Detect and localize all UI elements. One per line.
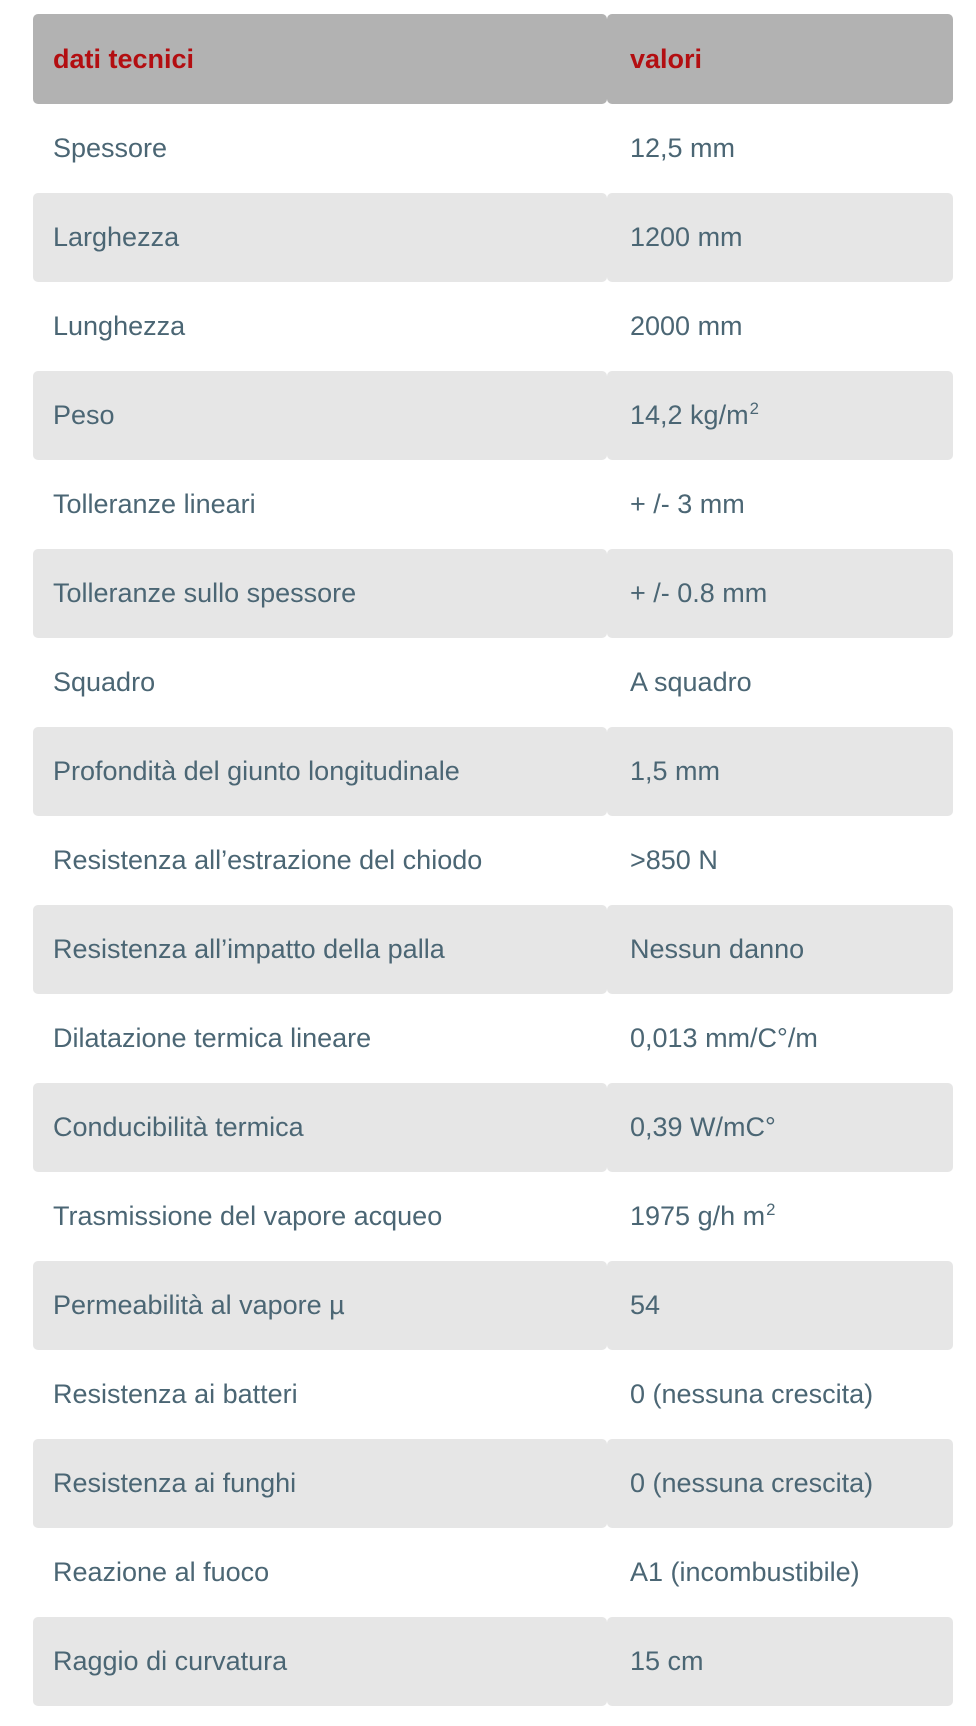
table-row xyxy=(33,994,953,1083)
row-value-cell xyxy=(607,905,953,994)
row-value: A1 (incombustibile) xyxy=(630,1557,860,1587)
row-label-cell xyxy=(33,1439,607,1528)
value-superscript: 2 xyxy=(749,399,759,418)
row-value: 1,5 mm xyxy=(630,756,721,786)
row-value-cell xyxy=(607,638,953,727)
row-label: Resistenza all’estrazione del chiodo xyxy=(53,845,483,875)
value-superscript: 2 xyxy=(766,1200,776,1219)
row-label: Conducibilità termica xyxy=(53,1112,304,1142)
row-label: Reazione al fuoco xyxy=(53,1557,270,1587)
row-label-cell xyxy=(33,1350,607,1439)
row-value: 15 cm xyxy=(630,1646,704,1676)
row-label: Larghezza xyxy=(53,222,180,252)
row-value-cell xyxy=(607,1528,953,1617)
row-value: 0 (nessuna crescita) xyxy=(630,1379,874,1409)
row-label-cell xyxy=(33,371,607,460)
row-label-cell xyxy=(33,816,607,905)
row-value: 14,2 $kg/m^2$ xyxy=(630,399,759,430)
header-cell-dati-tecnici xyxy=(33,14,607,104)
row-value: 0,013 mm/C°/m xyxy=(630,1023,818,1053)
table-row xyxy=(33,549,953,638)
table-row xyxy=(33,282,953,371)
header-label-valori: valori xyxy=(630,43,703,74)
row-value-cell xyxy=(607,994,953,1083)
row-value: 54 xyxy=(630,1290,661,1320)
row-value: >850 N xyxy=(630,845,718,875)
row-value-cell xyxy=(607,1261,953,1350)
row-value-cell xyxy=(607,549,953,638)
row-value-cell xyxy=(607,1439,953,1528)
row-label: Peso xyxy=(53,400,115,430)
row-value-cell xyxy=(607,816,953,905)
table-row xyxy=(33,905,953,994)
row-value: + /- 0.8 mm xyxy=(630,578,768,608)
row-value-cell xyxy=(607,104,953,193)
row-label-cell xyxy=(33,905,607,994)
row-value-cell xyxy=(607,193,953,282)
row-label: Raggio di curvatura xyxy=(53,1646,288,1676)
header-cell-valori xyxy=(607,14,953,104)
header-label-dati-tecnici: dati tecnici xyxy=(53,43,195,74)
table-row xyxy=(33,727,953,816)
row-label-cell xyxy=(33,193,607,282)
table-row xyxy=(33,460,953,549)
table-row xyxy=(33,638,953,727)
row-label-cell xyxy=(33,1261,607,1350)
row-value: 0,39 W/mC° xyxy=(630,1112,776,1142)
row-label-cell xyxy=(33,1083,607,1172)
row-value: A squadro xyxy=(630,667,752,697)
table-row xyxy=(33,816,953,905)
row-label: Tolleranze sullo spessore xyxy=(53,578,357,608)
row-label: Lunghezza xyxy=(53,311,186,341)
table-row xyxy=(33,1083,953,1172)
row-label: Resistenza ai batteri xyxy=(53,1379,298,1409)
table-row xyxy=(33,193,953,282)
row-value: 0 (nessuna crescita) xyxy=(630,1468,874,1498)
row-value-cell xyxy=(607,282,953,371)
table-row xyxy=(33,1617,953,1706)
row-value-cell xyxy=(607,371,953,460)
row-label: Spessore xyxy=(53,133,168,163)
table-row xyxy=(33,104,953,193)
row-label: Permeabilità al vapore µ xyxy=(53,1290,345,1320)
row-label-cell xyxy=(33,994,607,1083)
row-value-cell xyxy=(607,1172,953,1261)
row-label-cell xyxy=(33,638,607,727)
row-value-cell xyxy=(607,1617,953,1706)
table-row xyxy=(33,1528,953,1617)
row-value: 2000 mm xyxy=(630,311,743,341)
table-header-row xyxy=(33,14,953,104)
row-label: Tolleranze lineari xyxy=(53,489,256,519)
row-value-cell xyxy=(607,1083,953,1172)
table-row xyxy=(33,1350,953,1439)
row-label-cell xyxy=(33,104,607,193)
row-label-cell xyxy=(33,282,607,371)
table-row xyxy=(33,1172,953,1261)
row-value: + /- 3 mm xyxy=(630,489,745,519)
row-value: 1200 mm xyxy=(630,222,743,252)
row-label-cell xyxy=(33,549,607,638)
row-label-cell xyxy=(33,1617,607,1706)
table-row xyxy=(33,1261,953,1350)
row-label-cell xyxy=(33,460,607,549)
row-value: 12,5 mm xyxy=(630,133,736,163)
row-value-cell xyxy=(607,727,953,816)
row-label: Resistenza all’impatto della palla xyxy=(53,934,445,964)
row-label: Resistenza ai funghi xyxy=(53,1468,297,1498)
row-label: Dilatazione termica lineare xyxy=(53,1023,372,1053)
row-label-cell xyxy=(33,1528,607,1617)
row-label-cell xyxy=(33,727,607,816)
row-label-cell xyxy=(33,1172,607,1261)
row-label: Profondità del giunto longitudinale xyxy=(53,756,460,786)
row-value: 1975 g/h $m^2$ xyxy=(630,1200,776,1231)
row-label: Squadro xyxy=(53,667,156,697)
row-label: Trasmissione del vapore acqueo xyxy=(53,1201,443,1231)
technical-data-table xyxy=(33,14,953,1706)
row-value-cell xyxy=(607,1350,953,1439)
table-row xyxy=(33,1439,953,1528)
table-row xyxy=(33,371,953,460)
row-value-cell xyxy=(607,460,953,549)
row-value: Nessun danno xyxy=(630,934,805,964)
